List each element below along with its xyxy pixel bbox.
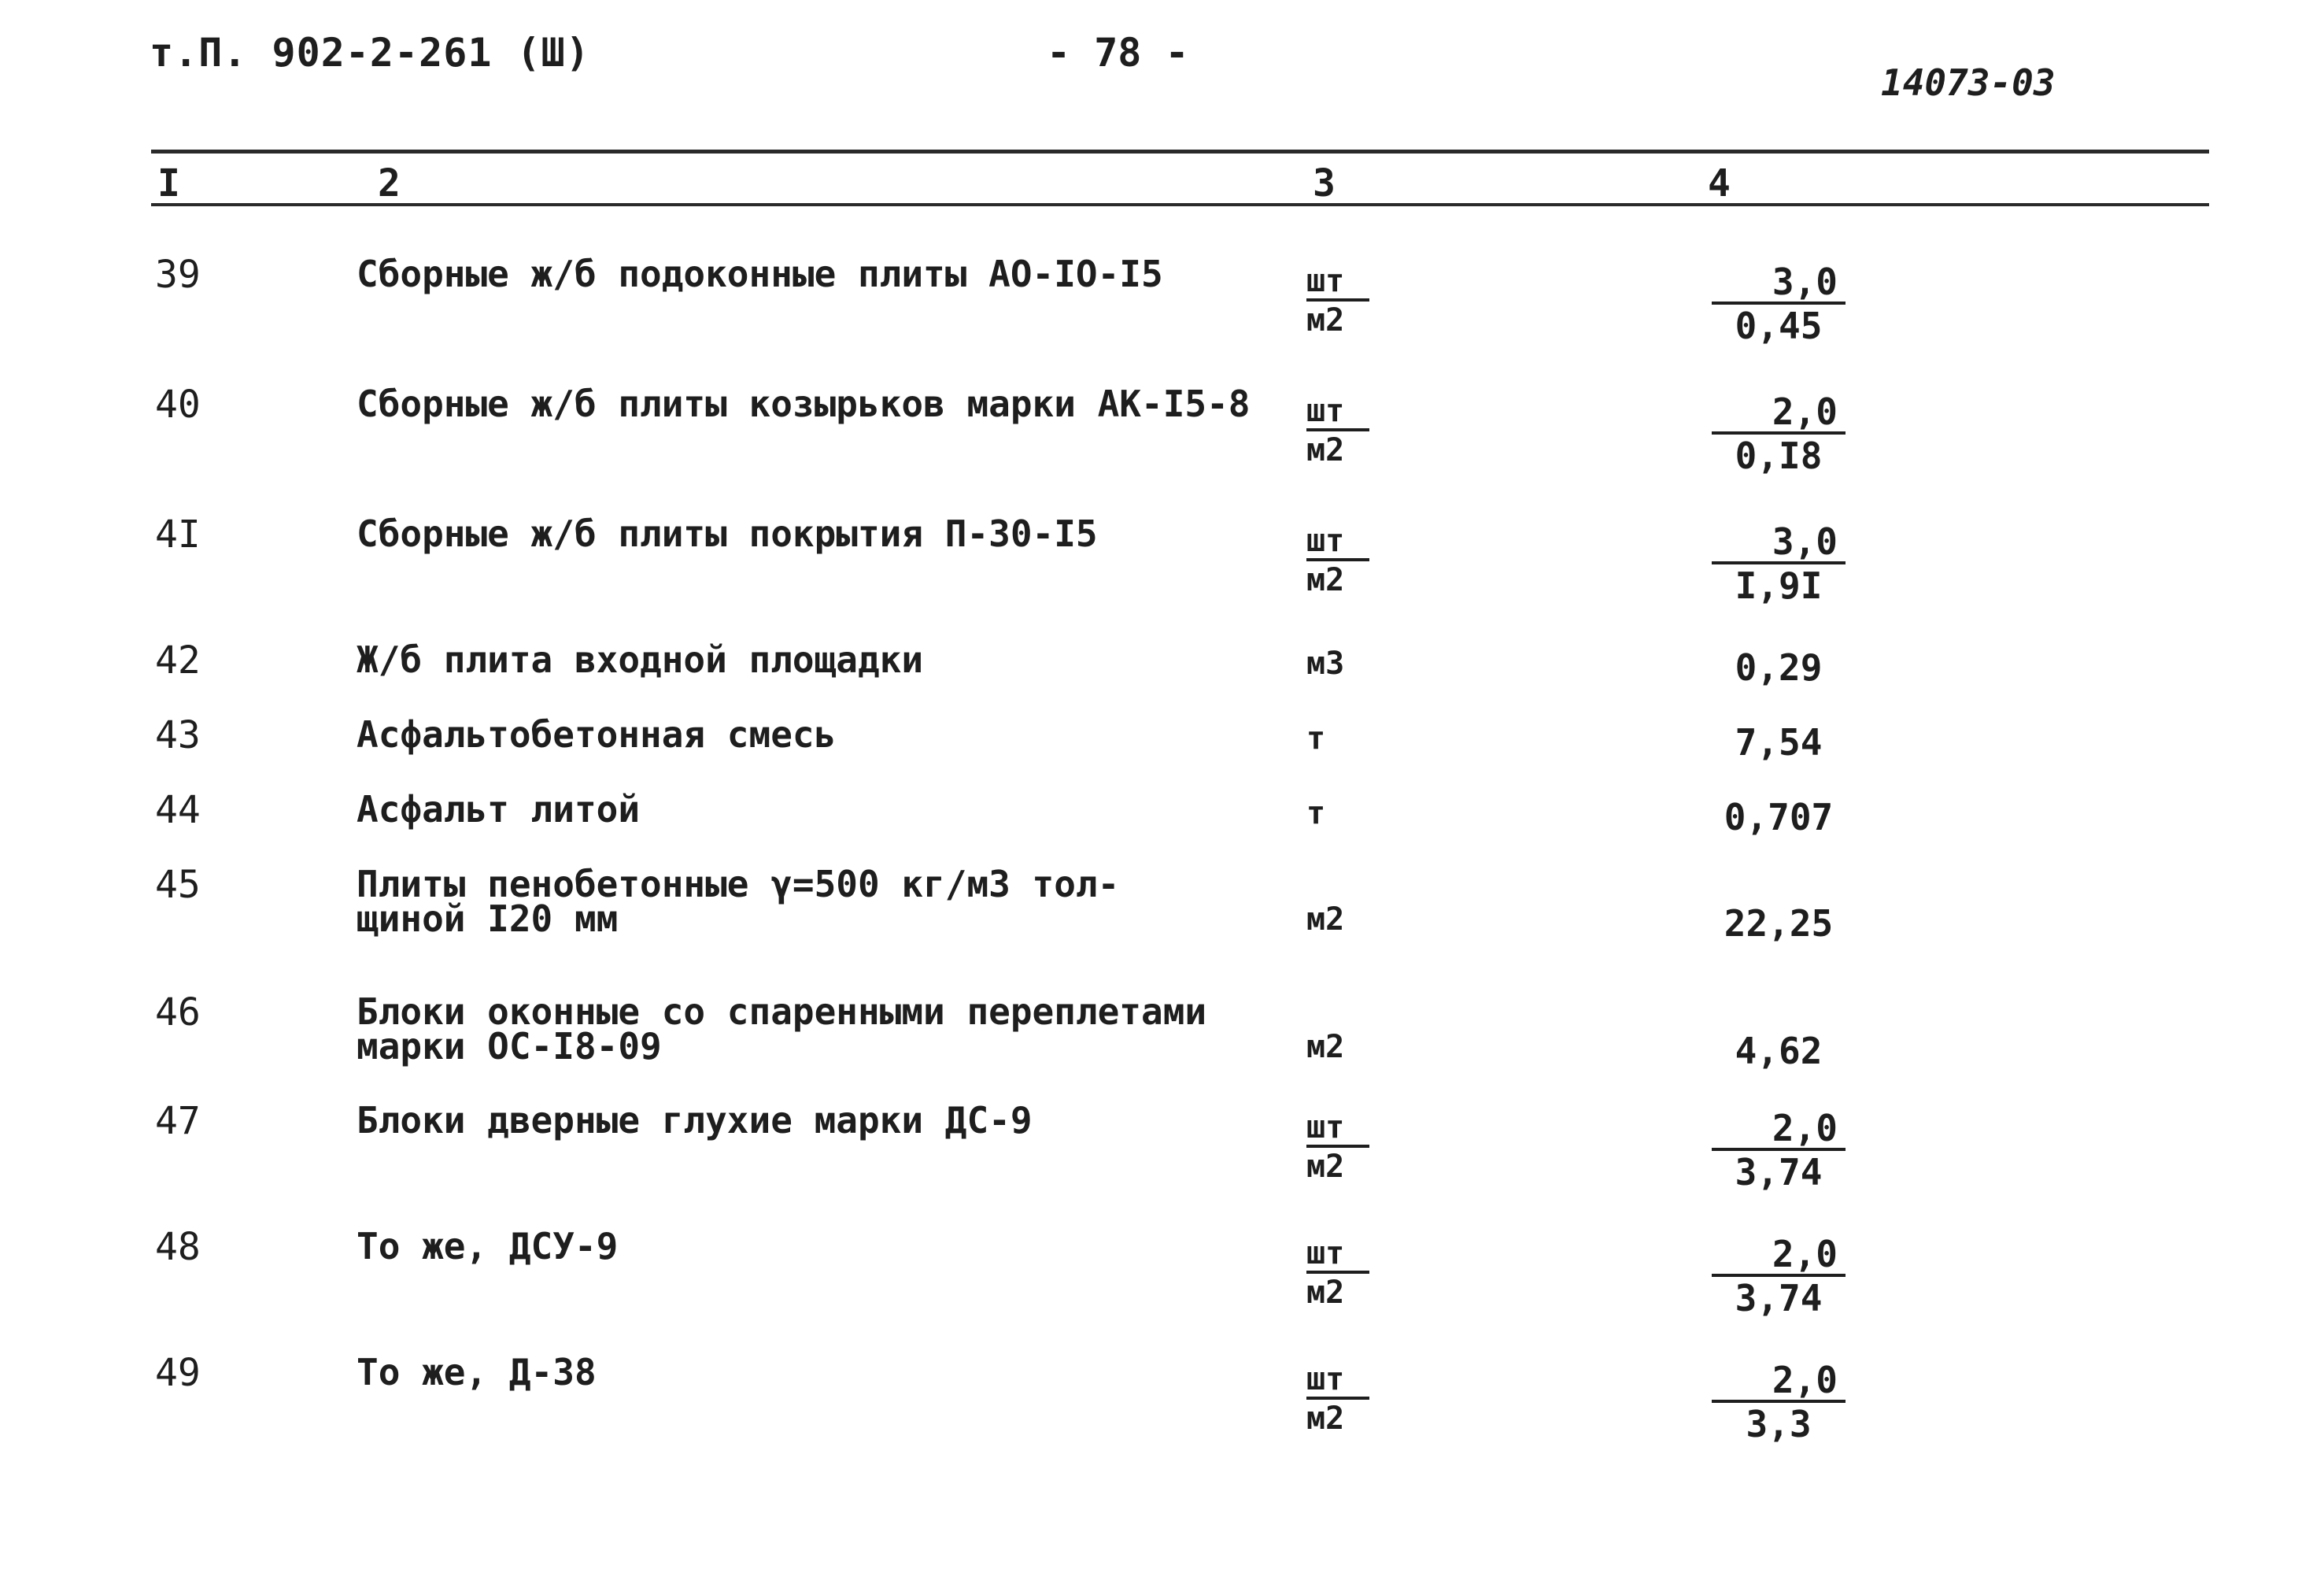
row-quantity: $\frac{3,0}{0,45}$ [1700,264,1857,344]
row-quantity: $\frac{3,0}{I,9I}$ [1700,524,1857,604]
row-unit: шт м2 [1306,1364,1369,1434]
row-index: 4I [155,512,201,557]
row-quantity: 7,54 [1735,721,1823,764]
row-item-name: Сборные ж/б подоконные плиты АО-IO-I5 [357,253,1163,295]
row-unit: м3 [1306,646,1345,682]
row-quantity: $\frac{2,0}{3,3}$ [1700,1362,1857,1442]
row-item-name: Сборные ж/б плиты козырьков марки АК-I5-8 [357,383,1251,425]
row-unit: м2 [1306,901,1345,938]
archive-number: 14073-03 [1881,61,2056,104]
row-item-name: Блоки дверные глухие марки ДС-9 [357,1099,1033,1142]
column-header-4: 4 [1708,161,1731,205]
row-item-name: То же, Д-38 [357,1351,597,1393]
row-item-name: То же, ДСУ-9 [357,1225,619,1267]
row-unit: т [1306,795,1326,831]
row-index: 46 [155,990,201,1034]
row-item-name: Асфальт литой [357,788,641,831]
row-quantity: 4,62 [1735,1030,1823,1072]
column-header-1: I [157,161,180,205]
row-quantity: 0,29 [1735,646,1823,689]
row-item-name: Асфальтобетонная смесь [357,713,837,756]
column-header-3: 3 [1313,161,1336,205]
row-item-name: Плиты пенобетонные γ=500 кг/м3 тол- щиной I20 мм [357,863,1120,940]
row-unit: т [1306,720,1326,757]
row-unit: шт м2 [1306,1238,1369,1308]
row-unit: шт м2 [1306,265,1369,336]
row-index: 45 [155,863,201,907]
row-quantity: $\frac{2,0}{3,74}$ [1700,1110,1857,1190]
row-quantity: $\frac{2,0}{0,I8}$ [1700,394,1857,474]
document-code: т.П. 902-2-261 (Ш) [150,30,590,76]
row-item-name: Ж/б плита входной площадки [357,638,924,681]
row-index: 42 [155,638,201,683]
row-quantity: $\frac{2,0}{3,74}$ [1700,1236,1857,1316]
row-item-name: Сборные ж/б плиты покрытия П-30-I5 [357,512,1098,555]
table-header-rule [151,203,2209,206]
row-unit: шт м2 [1306,1112,1369,1182]
row-index: 47 [155,1099,201,1143]
row-unit: м2 [1306,1029,1345,1065]
row-quantity: 22,25 [1724,902,1834,945]
row-item-name: Блоки оконные со спаренными переплетами марки ОС-I8-09 [357,990,1207,1068]
row-index: 44 [155,788,201,832]
column-header-2: 2 [378,161,401,205]
row-index: 48 [155,1225,201,1269]
row-unit: шт м2 [1306,525,1369,596]
table-top-rule [151,150,2209,154]
row-index: 49 [155,1351,201,1395]
page-number: - 78 - [1047,30,1189,76]
row-index: 40 [155,383,201,427]
row-quantity: 0,707 [1724,796,1834,838]
row-unit: шт м2 [1306,395,1369,466]
row-index: 43 [155,713,201,757]
row-index: 39 [155,253,201,297]
